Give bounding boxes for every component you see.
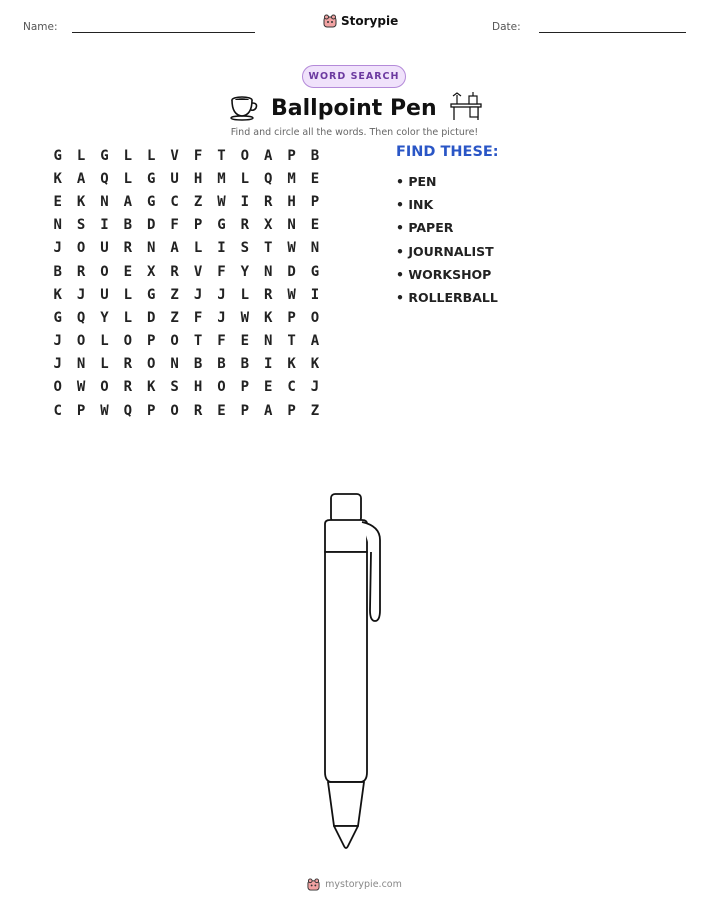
- grid-letter[interactable]: P: [287, 309, 296, 326]
- grid-letter[interactable]: L: [100, 356, 109, 373]
- grid-letter[interactable]: P: [147, 402, 156, 419]
- grid-row: [46, 190, 327, 213]
- grid-letter[interactable]: P: [240, 402, 250, 419]
- ballpoint-pen-illustration: [318, 490, 390, 852]
- grid-row: [46, 260, 327, 283]
- grid-letter[interactable]: C: [53, 402, 62, 419]
- grid-letter[interactable]: O: [217, 379, 226, 396]
- grid-letter[interactable]: P: [310, 193, 320, 210]
- grid-letter[interactable]: J: [53, 333, 62, 350]
- grid-letter[interactable]: N: [170, 356, 179, 373]
- grid-letter[interactable]: Z: [310, 402, 320, 419]
- grid-letter[interactable]: Z: [193, 193, 203, 210]
- grid-row: [46, 283, 327, 306]
- grid-row: [46, 353, 327, 376]
- grid-letter[interactable]: R: [263, 286, 273, 303]
- grid-letter[interactable]: P: [240, 379, 250, 396]
- grid-letter[interactable]: J: [53, 240, 62, 257]
- grid-letter[interactable]: P: [287, 402, 296, 419]
- word-search-badge: WORD SEARCH: [302, 65, 406, 88]
- grid-letter[interactable]: N: [53, 217, 62, 234]
- grid-letter[interactable]: O: [76, 240, 86, 257]
- grid-row: [46, 237, 327, 260]
- grid-letter[interactable]: I: [310, 286, 320, 303]
- grid-letter[interactable]: O: [240, 147, 250, 164]
- grid-letter[interactable]: A: [310, 333, 320, 350]
- grid-letter[interactable]: I: [217, 240, 226, 257]
- grid-letter[interactable]: G: [147, 193, 156, 210]
- grid-letter[interactable]: O: [170, 333, 179, 350]
- grid-letter[interactable]: G: [53, 309, 62, 326]
- grid-letter[interactable]: W: [240, 309, 250, 326]
- grid-letter[interactable]: N: [310, 240, 320, 257]
- grid-row: [46, 376, 327, 399]
- grid-letter[interactable]: A: [123, 193, 133, 210]
- grid-letter[interactable]: F: [193, 147, 203, 164]
- grid-letter[interactable]: O: [53, 379, 62, 396]
- grid-letter[interactable]: R: [76, 263, 86, 280]
- word-item: • ROLLERBALL: [396, 289, 498, 305]
- grid-letter[interactable]: U: [100, 240, 109, 257]
- grid-letter[interactable]: A: [263, 147, 273, 164]
- grid-letter[interactable]: R: [193, 402, 203, 419]
- grid-letter[interactable]: J: [193, 286, 203, 303]
- grid-letter[interactable]: N: [76, 356, 86, 373]
- grid-letter[interactable]: M: [287, 170, 296, 187]
- grid-letter[interactable]: K: [287, 356, 296, 373]
- brand-name: Storypie: [341, 14, 399, 28]
- grid-letter[interactable]: Z: [170, 286, 179, 303]
- grid-letter[interactable]: L: [123, 286, 133, 303]
- name-label: Name:: [23, 21, 58, 33]
- grid-letter[interactable]: D: [147, 217, 156, 234]
- grid-letter[interactable]: N: [263, 263, 273, 280]
- grid-letter[interactable]: U: [100, 286, 109, 303]
- grid-letter[interactable]: R: [123, 240, 133, 257]
- grid-letter[interactable]: O: [100, 263, 109, 280]
- word-item: • JOURNALIST: [396, 243, 494, 259]
- grid-letter[interactable]: V: [193, 263, 203, 280]
- grid-letter[interactable]: R: [170, 263, 179, 280]
- grid-row: [46, 330, 327, 353]
- grid-letter[interactable]: K: [147, 379, 156, 396]
- grid-letter[interactable]: X: [263, 217, 273, 234]
- grid-letter[interactable]: S: [76, 217, 86, 234]
- grid-letter[interactable]: F: [217, 333, 226, 350]
- grid-letter[interactable]: B: [193, 356, 203, 373]
- grid-letter[interactable]: G: [217, 217, 226, 234]
- grid-letter[interactable]: L: [100, 333, 109, 350]
- grid-letter[interactable]: U: [170, 170, 179, 187]
- date-label: Date:: [492, 21, 521, 33]
- footer: [0, 878, 709, 891]
- grid-letter[interactable]: G: [147, 286, 156, 303]
- grid-letter[interactable]: B: [53, 263, 62, 280]
- grid-letter[interactable]: A: [170, 240, 179, 257]
- grid-row: [46, 167, 327, 190]
- desk-icon: [449, 91, 483, 121]
- grid-letter[interactable]: O: [100, 379, 109, 396]
- grid-letter[interactable]: B: [240, 356, 250, 373]
- grid-letter[interactable]: J: [217, 309, 226, 326]
- storypie-logo-icon: [323, 14, 337, 28]
- grid-letter[interactable]: R: [123, 356, 133, 373]
- grid-letter[interactable]: J: [53, 356, 62, 373]
- grid-letter[interactable]: M: [217, 170, 226, 187]
- page-title: Ballpoint Pen: [271, 95, 437, 121]
- grid-letter[interactable]: K: [76, 193, 86, 210]
- grid-letter[interactable]: B: [310, 147, 320, 164]
- grid-letter[interactable]: S: [240, 240, 250, 257]
- grid-letter[interactable]: W: [287, 286, 296, 303]
- grid-letter[interactable]: G: [147, 170, 156, 187]
- word-item: • INK: [396, 197, 434, 213]
- grid-letter[interactable]: Y: [240, 263, 250, 280]
- grid-letter[interactable]: K: [53, 170, 62, 187]
- grid-letter[interactable]: W: [100, 402, 109, 419]
- grid-letter[interactable]: T: [263, 240, 273, 257]
- name-line: [72, 32, 255, 33]
- grid-letter[interactable]: E: [263, 379, 273, 396]
- grid-letter[interactable]: W: [287, 240, 296, 257]
- grid-letter[interactable]: E: [217, 402, 226, 419]
- grid-letter[interactable]: E: [53, 193, 62, 210]
- grid-letter[interactable]: O: [123, 333, 133, 350]
- grid-letter[interactable]: A: [263, 402, 273, 419]
- instructions: Find and circle all the words. Then color the picture!: [230, 127, 479, 138]
- coffee-cup-icon: [229, 93, 259, 121]
- grid-letter[interactable]: B: [217, 356, 226, 373]
- grid-letter[interactable]: E: [310, 170, 320, 187]
- grid-letter[interactable]: X: [147, 263, 156, 280]
- grid-letter[interactable]: R: [263, 193, 273, 210]
- word-item: • WORKSHOP: [396, 266, 492, 282]
- grid-letter[interactable]: L: [123, 309, 133, 326]
- grid-letter[interactable]: I: [240, 193, 250, 210]
- grid-row: [46, 214, 327, 237]
- grid-letter[interactable]: D: [147, 309, 156, 326]
- grid-letter[interactable]: P: [193, 217, 203, 234]
- grid-letter[interactable]: C: [287, 379, 296, 396]
- grid-letter[interactable]: L: [76, 147, 86, 164]
- grid-letter[interactable]: C: [170, 193, 179, 210]
- grid-row: [46, 306, 327, 329]
- grid-row: [46, 144, 327, 167]
- grid-letter[interactable]: N: [100, 193, 109, 210]
- grid-letter[interactable]: E: [240, 333, 250, 350]
- word-list: [396, 170, 498, 309]
- grid-row: [46, 399, 327, 422]
- grid-letter[interactable]: W: [217, 193, 226, 210]
- grid-letter[interactable]: L: [240, 286, 250, 303]
- letter-grid: [46, 144, 327, 422]
- grid-letter[interactable]: J: [310, 379, 320, 396]
- grid-letter[interactable]: J: [76, 286, 86, 303]
- grid-letter[interactable]: S: [170, 379, 179, 396]
- grid-letter[interactable]: Q: [100, 170, 109, 187]
- grid-letter[interactable]: K: [263, 309, 273, 326]
- grid-letter[interactable]: T: [193, 333, 203, 350]
- grid-letter[interactable]: G: [53, 147, 62, 164]
- grid-letter[interactable]: O: [310, 309, 320, 326]
- grid-letter[interactable]: I: [263, 356, 273, 373]
- brand-logo: [323, 14, 398, 28]
- grid-letter[interactable]: P: [287, 147, 296, 164]
- date-line: [539, 32, 686, 33]
- grid-letter[interactable]: I: [100, 217, 109, 234]
- grid-letter[interactable]: Z: [170, 309, 179, 326]
- grid-letter[interactable]: K: [310, 356, 320, 373]
- grid-letter[interactable]: L: [123, 170, 133, 187]
- grid-letter[interactable]: H: [193, 170, 203, 187]
- grid-letter[interactable]: P: [76, 402, 86, 419]
- grid-letter[interactable]: A: [76, 170, 86, 187]
- grid-letter[interactable]: G: [310, 263, 320, 280]
- grid-letter[interactable]: K: [53, 286, 62, 303]
- grid-letter[interactable]: O: [147, 356, 156, 373]
- word-item: • PAPER: [396, 220, 454, 236]
- grid-letter[interactable]: L: [193, 240, 203, 257]
- find-these-title: FIND THESE:: [396, 144, 499, 160]
- grid-letter[interactable]: T: [217, 147, 226, 164]
- grid-letter[interactable]: B: [123, 217, 133, 234]
- grid-letter[interactable]: Q: [76, 309, 86, 326]
- grid-letter[interactable]: Q: [123, 402, 133, 419]
- grid-letter[interactable]: F: [193, 309, 203, 326]
- grid-letter[interactable]: F: [217, 263, 226, 280]
- grid-letter[interactable]: N: [263, 333, 273, 350]
- grid-letter[interactable]: N: [287, 217, 296, 234]
- grid-letter[interactable]: V: [170, 147, 179, 164]
- grid-letter[interactable]: G: [100, 147, 109, 164]
- grid-letter[interactable]: F: [170, 217, 179, 234]
- grid-letter[interactable]: N: [147, 240, 156, 257]
- grid-letter[interactable]: L: [123, 147, 133, 164]
- word-item: • PEN: [396, 174, 437, 189]
- grid-letter[interactable]: W: [76, 379, 86, 396]
- grid-letter[interactable]: P: [147, 333, 156, 350]
- grid-letter[interactable]: Q: [263, 170, 273, 187]
- grid-letter[interactable]: O: [76, 333, 86, 350]
- grid-letter[interactable]: D: [287, 263, 296, 280]
- storypie-logo-icon: [307, 878, 320, 891]
- grid-letter[interactable]: R: [240, 217, 250, 234]
- grid-letter[interactable]: L: [147, 147, 156, 164]
- grid-letter[interactable]: Y: [100, 309, 109, 326]
- grid-letter[interactable]: T: [287, 333, 296, 350]
- grid-letter[interactable]: O: [170, 402, 179, 419]
- grid-letter[interactable]: E: [123, 263, 133, 280]
- grid-letter[interactable]: L: [240, 170, 250, 187]
- grid-letter[interactable]: R: [123, 379, 133, 396]
- grid-letter[interactable]: J: [217, 286, 226, 303]
- grid-letter[interactable]: H: [193, 379, 203, 396]
- grid-letter[interactable]: E: [310, 217, 320, 234]
- footer-link[interactable]: mystorypie.com: [325, 879, 402, 890]
- grid-letter[interactable]: H: [287, 193, 296, 210]
